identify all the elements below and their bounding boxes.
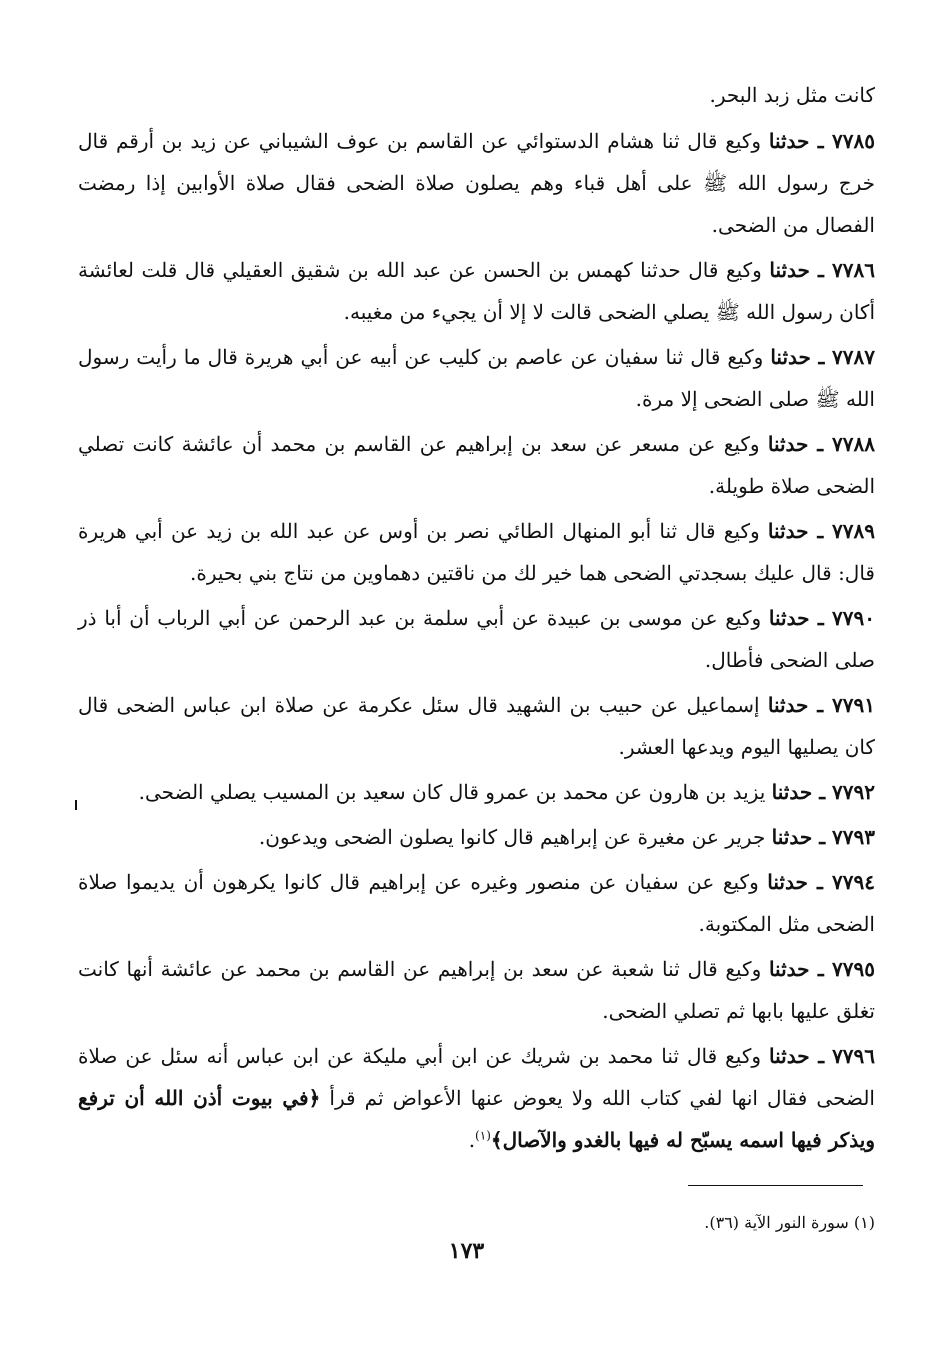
- hadith-label: حدثنا: [769, 258, 810, 282]
- hadith-label: حدثنا: [767, 432, 809, 456]
- hadith-number: ٧٧٩١: [832, 693, 875, 717]
- hadith-label: حدثنا: [767, 693, 809, 717]
- hadith-number: ٧٧٨٧: [832, 345, 875, 369]
- main-text: [78, 74, 875, 1164]
- footnote-divider: [688, 1185, 863, 1186]
- hadith-paragraph: ٧٧٩٠ ـ حدثنا وكيع عن موسى بن عبيدة عن أبي سلمة بن عبد الرحمن عن أبي الرباب أن أبا ذر صلى الضحى فأطال.: [78, 606, 876, 672]
- footnote: (١) سورة النور الآية (٣٦).: [704, 1213, 875, 1232]
- hadith-number: ٧٧٩٦: [832, 1044, 876, 1068]
- hadith-paragraph: ٧٧٩١ ـ حدثنا إسماعيل عن حبيب بن الشهيد قال سئل عكرمة عن صلاة ابن عباس الضحى قال كان يصليها اليوم ويدعها العشر.: [78, 693, 875, 759]
- hadith-number: ٧٧٩٣: [832, 825, 875, 849]
- hadith-text: وكيع عن موسى بن عبيدة عن أبي سلمة بن عبد الرحمن عن أبي الرباب أن أبا ذر صلى الضحى فأطال.: [78, 606, 875, 672]
- hadith-number: ٧٧٨٥: [832, 129, 875, 153]
- hadith-paragraph: ٧٧٩٢ ـ حدثنا يزيد بن هارون عن محمد بن عمرو قال كان سعيد بن المسيب يصلي الضحى.: [138, 780, 875, 804]
- hadith-label: حدثنا: [770, 345, 811, 369]
- quran-verse: ﴿في بيوت أذن الله أن ترفع ويذكر فيها اسمه يسبّح له فيها بالغدو والآصال﴾: [78, 1086, 875, 1152]
- hadith-paragraph: ٧٧٩٣ ـ حدثنا جرير عن مغيرة عن إبراهيم قال كانوا يصلون الضحى ويدعون.: [258, 825, 875, 849]
- hadith-text: وكيع قال ثنا أبو المنهال الطائي نصر بن أوس عن عبد الله بن زيد عن أبي هريرة قال: قال عليك بسجدتي الضحى هما خير لك من ناقتين دهماوين من نتاج بني بحيرة.: [78, 519, 875, 585]
- hadith-text: وكيع عن سفيان عن منصور وغيره عن إبراهيم قال كانوا يكرهون أن يديموا صلاة الضحى مثل المكتوبة.: [78, 870, 875, 936]
- hadith-paragraph: ٧٧٨٧ ـ حدثنا وكيع قال ثنا سفيان عن عاصم بن كليب عن أبيه عن أبي هريرة قال ما رأيت رسول الله ﷺ صلى الضحى إلا مرة.: [78, 345, 875, 411]
- hadith-label: حدثنا: [767, 870, 808, 894]
- hadith-label: حدثنا: [768, 129, 810, 153]
- hadith-text: جرير عن مغيرة عن إبراهيم قال كانوا يصلون الضحى ويدعون.: [258, 825, 766, 849]
- hadith-label: حدثنا: [769, 1044, 810, 1068]
- hadith-end: .: [468, 1128, 476, 1152]
- page-number: ١٧٣: [448, 1238, 485, 1264]
- footnote-reference: (١): [475, 1128, 491, 1143]
- hadith-text: وكيع قال ثنا محمد بن شريك عن ابن أبي مليكة عن ابن عباس أنه سئل عن صلاة الضحى فقال انها لفي كتاب الله ولا يعوض عنها الأعواض ثم قرأ: [78, 1044, 875, 1110]
- hadith-paragraph: ٧٧٩٥ ـ حدثنا وكيع قال ثنا شعبة عن سعد بن إبراهيم عن القاسم بن محمد عن عائشة أنها كانت تغلق عليها بابها ثم تصلي الضحى.: [78, 957, 875, 1023]
- hadith-paragraph: ٧٧٨٨ ـ حدثنا وكيع عن مسعر عن سعد بن إبراهيم عن القاسم بن محمد أن عائشة كانت تصلي الضحى صلاة طويلة.: [78, 432, 875, 498]
- hadith-paragraph: ٧٧٨٥ ـ حدثنا وكيع قال ثنا هشام الدستوائي عن القاسم بن عوف الشيباني عن زيد بن أرقم قال خرج رسول الله ﷺ على أهل قباء وهم يصلون صلاة الضحى فقال صلاة الأوابين إذا رمضت الفصال من الضحى.: [78, 129, 875, 237]
- hadith-number: ٧٧٩٠: [832, 606, 876, 630]
- hadith-text: وكيع عن مسعر عن سعد بن إبراهيم عن القاسم بن محمد أن عائشة كانت تصلي الضحى صلاة طويلة.: [78, 432, 875, 498]
- hadith-text: إسماعيل عن حبيب بن الشهيد قال سئل عكرمة عن صلاة ابن عباس الضحى قال كان يصليها اليوم ويدعها العشر.: [78, 693, 875, 759]
- hadith-number: ٧٧٩٤: [832, 870, 875, 894]
- hadith-label: حدثنا: [768, 606, 810, 630]
- hadith-number: ٧٧٩٥: [832, 957, 875, 981]
- hadith-list: [78, 120, 875, 1032]
- continuation-line: كانت مثل زبد البحر.: [709, 83, 875, 107]
- hadith-paragraph: ٧٧٨٦ ـ حدثنا وكيع قال حدثنا كهمس بن الحسن عن عبد الله بن شقيق العقيلي قال قلت لعائشة أكان رسول الله ﷺ يصلي الضحى قالت لا إلا أن يجيء من مغيبه.: [78, 258, 876, 324]
- hadith-number: ٧٧٩٢: [832, 780, 875, 804]
- hadith-label: حدثنا: [767, 519, 809, 543]
- hadith-text: وكيع قال ثنا هشام الدستوائي عن القاسم بن عوف الشيباني عن زيد بن أرقم قال خرج رسول الله ﷺ على أهل قباء وهم يصلون صلاة الضحى فقال صلاة الأوابين إذا رمضت الفصال من الضحى.: [78, 129, 875, 237]
- hadith-paragraph-7796: ٧٧٩٦ ـ حدثنا وكيع قال ثنا محمد بن شريك عن ابن أبي مليكة عن ابن عباس أنه سئل عن صلاة الضحى فقال انها لفي كتاب الله ولا يعوض عنها الأعواض ثم قرأ ﴿في بيوت أذن الله أن ترفع ويذكر فيها اسمه يسبّح له فيها بالغدو والآصال﴾$^{(١)}$.: [78, 1044, 876, 1152]
- hadith-number: ٧٧٨٦: [832, 258, 876, 282]
- hadith-text: يزيد بن هارون عن محمد بن عمرو قال كان سعيد بن المسيب يصلي الضحى.: [138, 780, 766, 804]
- margin-mark: [75, 800, 77, 810]
- hadith-number: ٧٧٨٩: [832, 519, 875, 543]
- hadith-number: ٧٧٨٨: [832, 432, 875, 456]
- hadith-paragraph: ٧٧٨٩ ـ حدثنا وكيع قال ثنا أبو المنهال الطائي نصر بن أوس عن عبد الله بن زيد عن أبي هريرة قال: قال عليك بسجدتي الضحى هما خير لك من ناقتين دهماوين من نتاج بني بحيرة.: [78, 519, 875, 585]
- hadith-paragraph: ٧٧٩٤ ـ حدثنا وكيع عن سفيان عن منصور وغيره عن إبراهيم قال كانوا يكرهون أن يديموا صلاة الضحى مثل المكتوبة.: [78, 870, 875, 936]
- hadith-text: وكيع قال حدثنا كهمس بن الحسن عن عبد الله بن شقيق العقيلي قال قلت لعائشة أكان رسول الله ﷺ يصلي الضحى قالت لا إلا أن يجيء من مغيبه.: [78, 258, 875, 324]
- hadith-text: وكيع قال ثنا سفيان عن عاصم بن كليب عن أبيه عن أبي هريرة قال ما رأيت رسول الله ﷺ صلى الضحى إلا مرة.: [78, 345, 875, 411]
- hadith-label: حدثنا: [768, 957, 810, 981]
- hadith-label: حدثنا: [771, 825, 813, 849]
- hadith-text: وكيع قال ثنا شعبة عن سعد بن إبراهيم عن القاسم بن محمد عن عائشة أنها كانت تغلق عليها بابها ثم تصلي الضحى.: [78, 957, 875, 1023]
- hadith-label: حدثنا: [771, 780, 813, 804]
